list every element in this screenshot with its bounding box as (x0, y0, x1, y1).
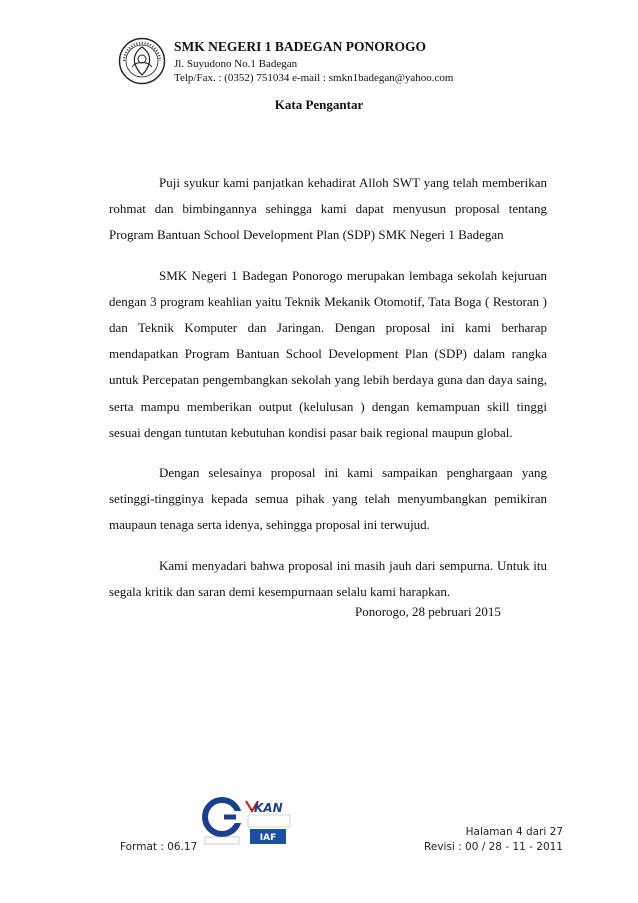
paragraph-1: Puji syukur kami panjatkan kehadirat Alloh SWT yang telah memberikan rohmat dan bimbingannya sehingga kami dapat menyusun proposal tentang Program Bantuan School Development Plan (SDP) SMK Negeri 1 Badegan (109, 175, 547, 243)
letterhead (174, 40, 453, 84)
page-title: Kata Pengantar (274, 97, 364, 112)
school-name: SMK NEGERI 1 BADEGAN PONOROGO (174, 39, 427, 54)
paragraph-4: Kami menyadari bahwa proposal ini masih jauh dari sempurna. Untuk itu segala kritik dan saran demi kesempurnaan selalu kami harapkan. (109, 557, 547, 599)
page-number: Halaman 4 dari 27 (465, 826, 563, 838)
format-code: Format : 06.17 (120, 841, 198, 853)
certification-logos-icon (200, 797, 292, 845)
school-emblem-icon (118, 37, 166, 85)
paragraph-2: SMK Negeri 1 Badegan Ponorogo merupakan lembaga sekolah kejuruan dengan 3 program keahlian yaitu Teknik Mekanik Otomotif, Tata Boga ( Restoran ) dan Teknik Komputer dan Jaringan. Dengan proposal ini kami berharap mendapatkan Program Bantuan School Development Plan (SDP) dalam rangka untuk Percepatan pengembangkan sekolah yang lebih berdaya guna dan daya saing, serta mampu memberikan output (kelulusan ) dengan kemampuan skill tinggi sesuai dengan tuntutan kebutuhan kondisi pasar baik regional maupun global. (109, 267, 547, 440)
paragraph-3: Dengan selesainya proposal ini kami sampaikan penghargaan yang setinggi-tingginya kepada semua pihak yang telah menyumbangkan pemikiran maupaun tenaga serta idenya, sehingga proposal ini terwujud. (109, 465, 547, 533)
revision-info: Revisi : 00 / 28 - 11 - 2011 (424, 841, 563, 853)
school-address: Jl. Suyudono No.1 Badegan (174, 57, 298, 70)
school-contact: Telp/Fax. : (0352) 751034 e-mail : smkn1badegan@yahoo.com (174, 71, 454, 84)
kan-label: KAN (254, 801, 283, 815)
iaf-label: IAF (259, 833, 277, 843)
document-body (109, 170, 547, 619)
place-date: Ponorogo, 28 pebruari 2015 (355, 604, 501, 619)
